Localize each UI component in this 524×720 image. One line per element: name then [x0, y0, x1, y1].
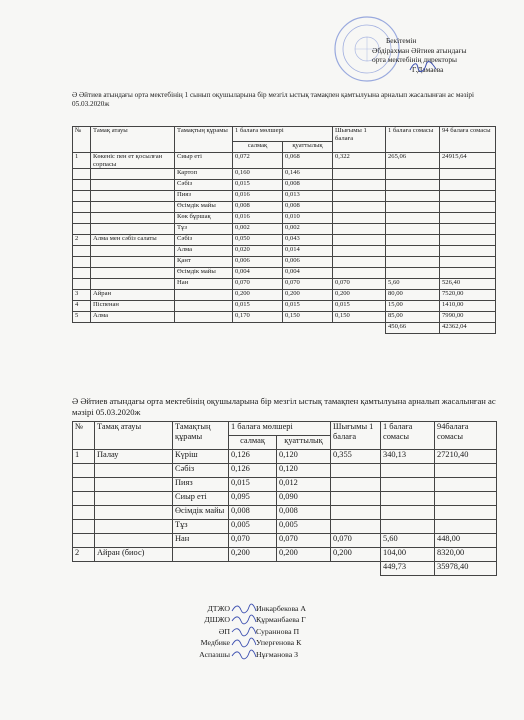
- dish-name: Піспенан: [91, 301, 175, 312]
- cost-per-one: 85,00: [386, 312, 440, 323]
- cost-per-one: 15,00: [386, 301, 440, 312]
- ingredient: Өсімдік майы: [173, 506, 229, 520]
- yield-value: [331, 506, 381, 520]
- mass-value: 0,016: [233, 191, 283, 202]
- approval-school: Әбдірахман Әйтиев атындағы: [372, 45, 467, 55]
- yield-value: [333, 202, 386, 213]
- row-number: [73, 169, 91, 180]
- table-row: [73, 548, 497, 562]
- menu-title-2: Ә Әйтиев атындағы орта мектебінің оқушыларына бір мезгіл ыстық тамақпен қамтылуына арналып жасалынған ас мәзірі 05.03.2020ж: [72, 396, 496, 417]
- row-number: [73, 213, 91, 224]
- director-signature: [408, 60, 438, 74]
- member-role: ӘП: [218, 626, 230, 636]
- dish-name: [91, 279, 175, 290]
- approval-heading: Бекітемін: [386, 36, 417, 45]
- row-number: 4: [73, 301, 91, 312]
- col-header-cost1: 1 балаға сомасы: [386, 127, 440, 153]
- yield-value: 0,355: [331, 450, 381, 464]
- mass-value: 0,016: [233, 213, 283, 224]
- yield-value: [331, 478, 381, 492]
- energy-value: 0,200: [277, 548, 331, 562]
- ingredient: Сиыр еті: [173, 492, 229, 506]
- cost-total: [435, 492, 497, 506]
- empty-cell: [233, 323, 283, 334]
- commission-member: [180, 649, 299, 660]
- cost-per-one: 5,60: [381, 534, 435, 548]
- row-number: [73, 520, 95, 534]
- table-row: [73, 169, 496, 180]
- table-row: [73, 246, 496, 257]
- cost-per-one: [386, 191, 440, 202]
- table-row: [73, 235, 496, 246]
- mass-value: 0,050: [233, 235, 283, 246]
- cost-per-one: 265,06: [386, 153, 440, 169]
- empty-cell: [175, 323, 233, 334]
- mass-value: 0,070: [233, 279, 283, 290]
- table-row: [73, 492, 497, 506]
- row-number: [73, 492, 95, 506]
- approval-position: орта мектебінің директоры: [372, 55, 457, 64]
- cost-per-one: [386, 224, 440, 235]
- dish-name: [91, 257, 175, 268]
- ingredient: Сиыр еті: [175, 153, 233, 169]
- menu-table-1: [72, 126, 496, 334]
- row-number: [73, 224, 91, 235]
- cost-per-one: 340,13: [381, 450, 435, 464]
- ingredient: Нан: [173, 534, 229, 548]
- col-header-mass: салмақ: [233, 142, 283, 153]
- energy-value: 0,070: [283, 279, 333, 290]
- energy-value: 0,150: [283, 312, 333, 323]
- table-row: [73, 153, 496, 169]
- mass-value: 0,015: [233, 301, 283, 312]
- ingredient: Сәбіз: [175, 235, 233, 246]
- row-number: 1: [73, 153, 91, 169]
- dish-name: [91, 213, 175, 224]
- energy-value: 0,004: [283, 268, 333, 279]
- dish-name: Палау: [95, 450, 173, 464]
- totals-row: [73, 323, 496, 334]
- cost-per-one: [386, 213, 440, 224]
- member-signature: [230, 614, 258, 625]
- member-name: Құрманбаева Г: [256, 615, 306, 625]
- energy-value: 0,005: [277, 520, 331, 534]
- cost-per-one: [386, 180, 440, 191]
- menu-table-2: [72, 421, 497, 576]
- total-cost-per-one: 449,73: [381, 562, 435, 576]
- member-role: Аспазшы: [199, 649, 230, 659]
- empty-cell: [331, 562, 381, 576]
- ingredient: Көк бұршақ: [175, 213, 233, 224]
- mass-value: 0,200: [233, 290, 283, 301]
- ingredient: Сәбіз: [173, 464, 229, 478]
- dish-name: Алма мен сәбіз салаты: [91, 235, 175, 246]
- member-role: ДТЖО: [207, 604, 230, 613]
- total-cost-per-one: 450,66: [386, 323, 440, 334]
- row-number: 2: [73, 548, 95, 562]
- cost-total: [435, 506, 497, 520]
- cost-per-one: [381, 506, 435, 520]
- empty-cell: [229, 562, 277, 576]
- mass-value: 0,072: [233, 153, 283, 169]
- empty-cell: [73, 323, 91, 334]
- col-header-mass: салмақ: [229, 436, 277, 450]
- table-row: [73, 312, 496, 323]
- table-row: [73, 534, 497, 548]
- energy-value: 0,012: [277, 478, 331, 492]
- member-role: ДШЖО: [204, 615, 230, 625]
- commission-member: [180, 637, 302, 648]
- cost-total: [435, 464, 497, 478]
- ingredient: Тұз: [173, 520, 229, 534]
- energy-value: 0,146: [283, 169, 333, 180]
- energy-value: 0,120: [277, 464, 331, 478]
- col-header-cost94: 94балаға сомасы: [435, 422, 497, 450]
- cost-total: [440, 169, 496, 180]
- row-number: [73, 464, 95, 478]
- mass-value: 0,200: [229, 548, 277, 562]
- dish-name: [91, 268, 175, 279]
- cost-total: [435, 478, 497, 492]
- dish-name: [95, 520, 173, 534]
- yield-value: 0,200: [333, 290, 386, 301]
- member-signature: [230, 626, 258, 637]
- yield-value: 0,200: [331, 548, 381, 562]
- row-number: [73, 534, 95, 548]
- table-row: [73, 450, 497, 464]
- empty-cell: [283, 323, 333, 334]
- cost-total: [440, 202, 496, 213]
- col-header-cost1: 1 балаға сомасы: [381, 422, 435, 450]
- ingredient: [173, 548, 229, 562]
- ingredient: Нан: [175, 279, 233, 290]
- empty-cell: [277, 562, 331, 576]
- cost-total: 24915,64: [440, 153, 496, 169]
- commission-signatures: [180, 603, 307, 660]
- energy-value: 0,068: [283, 153, 333, 169]
- total-cost: 42362,04: [440, 323, 496, 334]
- row-number: 5: [73, 312, 91, 323]
- table-row: [73, 506, 497, 520]
- row-number: [73, 279, 91, 290]
- cost-per-one: 104,00: [381, 548, 435, 562]
- col-header-composition: Тамақтың құрамы: [175, 127, 233, 153]
- dish-name: [95, 492, 173, 506]
- table-row: [73, 202, 496, 213]
- cost-total: 27210,40: [435, 450, 497, 464]
- dish-name: [91, 246, 175, 257]
- menu-title-1: Ә Әйтиев атындағы орта мектебінің 1 сынып оқушыларына бір мезгіл ыстық тамақпен қамтылуына арналып жасалынған ас мәзірі 05.03.2020ж: [72, 91, 475, 108]
- yield-value: [333, 224, 386, 235]
- cost-total: [440, 213, 496, 224]
- cost-total: [440, 257, 496, 268]
- energy-value: 0,120: [277, 450, 331, 464]
- cost-per-one: [386, 246, 440, 257]
- ingredient: Өсімдік майы: [175, 268, 233, 279]
- yield-value: 0,070: [331, 534, 381, 548]
- yield-value: [331, 464, 381, 478]
- cost-total: [440, 246, 496, 257]
- mass-value: 0,015: [233, 180, 283, 191]
- dish-name: Айран: [91, 290, 175, 301]
- dish-name: [91, 191, 175, 202]
- cost-total: [440, 235, 496, 246]
- table-row: [73, 224, 496, 235]
- energy-value: 0,010: [283, 213, 333, 224]
- yield-value: [333, 257, 386, 268]
- cost-total: [440, 268, 496, 279]
- mass-value: 0,160: [233, 169, 283, 180]
- energy-value: 0,002: [283, 224, 333, 235]
- table-row: [73, 301, 496, 312]
- mass-value: 0,015: [229, 478, 277, 492]
- ingredient: [175, 312, 233, 323]
- mass-value: 0,126: [229, 464, 277, 478]
- cost-total: 8320,00: [435, 548, 497, 562]
- empty-cell: [73, 562, 95, 576]
- row-number: 2: [73, 235, 91, 246]
- dish-name: [91, 169, 175, 180]
- yield-value: [333, 235, 386, 246]
- yield-value: 0,015: [333, 301, 386, 312]
- ingredient: Күріш: [173, 450, 229, 464]
- yield-value: [333, 246, 386, 257]
- col-header-yield: Шығымы 1 балаға: [333, 127, 386, 153]
- cost-per-one: [386, 235, 440, 246]
- table-row: [73, 520, 497, 534]
- ingredient: [175, 290, 233, 301]
- dish-name: Көкеніс пен ет қосылған сорпасы: [91, 153, 175, 169]
- mass-value: 0,126: [229, 450, 277, 464]
- cost-total: [440, 224, 496, 235]
- table-row: [73, 257, 496, 268]
- ingredient: [175, 301, 233, 312]
- yield-value: [333, 169, 386, 180]
- row-number: [73, 506, 95, 520]
- dish-name: Алма: [91, 312, 175, 323]
- table-row: [73, 213, 496, 224]
- col-header-yield: Шығымы 1 балаға: [331, 422, 381, 450]
- empty-cell: [333, 323, 386, 334]
- mass-value: 0,005: [229, 520, 277, 534]
- row-number: [73, 246, 91, 257]
- dish-name: [95, 464, 173, 478]
- mass-value: 0,006: [233, 257, 283, 268]
- commission-member: [180, 626, 300, 637]
- yield-value: [333, 180, 386, 191]
- member-signature: [230, 649, 258, 660]
- col-header-energy: қуаттылық: [283, 142, 333, 153]
- row-number: [73, 268, 91, 279]
- col-header-name: Тамақ атауы: [95, 422, 173, 450]
- mass-value: 0,020: [233, 246, 283, 257]
- mass-value: 0,004: [233, 268, 283, 279]
- yield-value: [333, 191, 386, 202]
- cost-per-one: [381, 492, 435, 506]
- yield-value: [333, 213, 386, 224]
- member-name: Нұғманова З: [256, 649, 299, 659]
- yield-value: 0,070: [333, 279, 386, 290]
- table-row: [73, 191, 496, 202]
- ingredient: Өсімдік майы: [175, 202, 233, 213]
- table-row: [73, 268, 496, 279]
- energy-value: 0,008: [283, 180, 333, 191]
- cost-per-one: [386, 202, 440, 213]
- cost-total: 526,40: [440, 279, 496, 290]
- dish-name: [95, 506, 173, 520]
- energy-value: 0,070: [277, 534, 331, 548]
- yield-value: [331, 492, 381, 506]
- col-header-cost94: 94 балаға сомасы: [440, 127, 496, 153]
- member-role: Медбике: [200, 638, 230, 648]
- table-row: [73, 279, 496, 290]
- empty-cell: [91, 323, 175, 334]
- commission-member: [180, 614, 306, 625]
- cost-per-one: [386, 257, 440, 268]
- ingredient: Сәбіз: [175, 180, 233, 191]
- approval-director: Г.Дамаева: [412, 64, 444, 74]
- col-header-name: Тамақ атауы: [91, 127, 175, 153]
- yield-value: [331, 520, 381, 534]
- dish-name: Айран (биос): [95, 548, 173, 562]
- cost-per-one: 5,60: [386, 279, 440, 290]
- energy-value: 0,013: [283, 191, 333, 202]
- table-row: [73, 478, 497, 492]
- energy-value: 0,090: [277, 492, 331, 506]
- ingredient: Пияз: [173, 478, 229, 492]
- dish-name: [91, 180, 175, 191]
- ingredient: Пияз: [175, 191, 233, 202]
- col-header-per-one: 1 балаға мөлшері: [233, 127, 333, 142]
- cost-per-one: [381, 478, 435, 492]
- mass-value: 0,070: [229, 534, 277, 548]
- yield-value: 0,150: [333, 312, 386, 323]
- totals-row: [73, 562, 497, 576]
- total-cost: 35978,40: [435, 562, 497, 576]
- row-number: [73, 191, 91, 202]
- col-header-composition: Тамақтың құрамы: [173, 422, 229, 450]
- mass-value: 0,008: [229, 506, 277, 520]
- cost-per-one: 80,00: [386, 290, 440, 301]
- member-name: Инкарбекова А: [256, 604, 307, 613]
- table-row: [73, 464, 497, 478]
- empty-cell: [95, 562, 173, 576]
- col-header-per-one: 1 балаға мөлшері: [229, 422, 331, 436]
- cost-per-one: [386, 169, 440, 180]
- empty-cell: [173, 562, 229, 576]
- table-row: [73, 180, 496, 191]
- dish-name: [95, 534, 173, 548]
- cost-total: 448,00: [435, 534, 497, 548]
- cost-total: 7990,00: [440, 312, 496, 323]
- table-row: [73, 290, 496, 301]
- yield-value: 0,322: [333, 153, 386, 169]
- mass-value: 0,008: [233, 202, 283, 213]
- energy-value: 0,015: [283, 301, 333, 312]
- row-number: 1: [73, 450, 95, 464]
- energy-value: 0,200: [283, 290, 333, 301]
- cost-total: 1410,00: [440, 301, 496, 312]
- energy-value: 0,014: [283, 246, 333, 257]
- mass-value: 0,170: [233, 312, 283, 323]
- ingredient: Қант: [175, 257, 233, 268]
- dish-name: [95, 478, 173, 492]
- cost-per-one: [381, 520, 435, 534]
- dish-name: [91, 202, 175, 213]
- cost-total: 7520,00: [440, 290, 496, 301]
- col-header-no: №: [73, 422, 95, 450]
- member-signature: [230, 603, 258, 614]
- row-number: 3: [73, 290, 91, 301]
- energy-value: 0,043: [283, 235, 333, 246]
- ingredient: Алма: [175, 246, 233, 257]
- energy-value: 0,008: [283, 202, 333, 213]
- row-number: [73, 478, 95, 492]
- member-name: Уперғенова К: [256, 638, 302, 648]
- cost-total: [440, 191, 496, 202]
- mass-value: 0,002: [233, 224, 283, 235]
- commission-member: [180, 603, 307, 614]
- dish-name: [91, 224, 175, 235]
- member-name: Сураннова П: [256, 626, 300, 636]
- row-number: [73, 202, 91, 213]
- cost-per-one: [381, 464, 435, 478]
- energy-value: 0,006: [283, 257, 333, 268]
- row-number: [73, 180, 91, 191]
- cost-total: [440, 180, 496, 191]
- mass-value: 0,095: [229, 492, 277, 506]
- col-header-energy: қуаттылық: [277, 436, 331, 450]
- member-signature: [230, 637, 258, 648]
- col-header-no: №: [73, 127, 91, 153]
- row-number: [73, 257, 91, 268]
- cost-per-one: [386, 268, 440, 279]
- yield-value: [333, 268, 386, 279]
- energy-value: 0,008: [277, 506, 331, 520]
- cost-total: [435, 520, 497, 534]
- ingredient: Картоп: [175, 169, 233, 180]
- ingredient: Тұз: [175, 224, 233, 235]
